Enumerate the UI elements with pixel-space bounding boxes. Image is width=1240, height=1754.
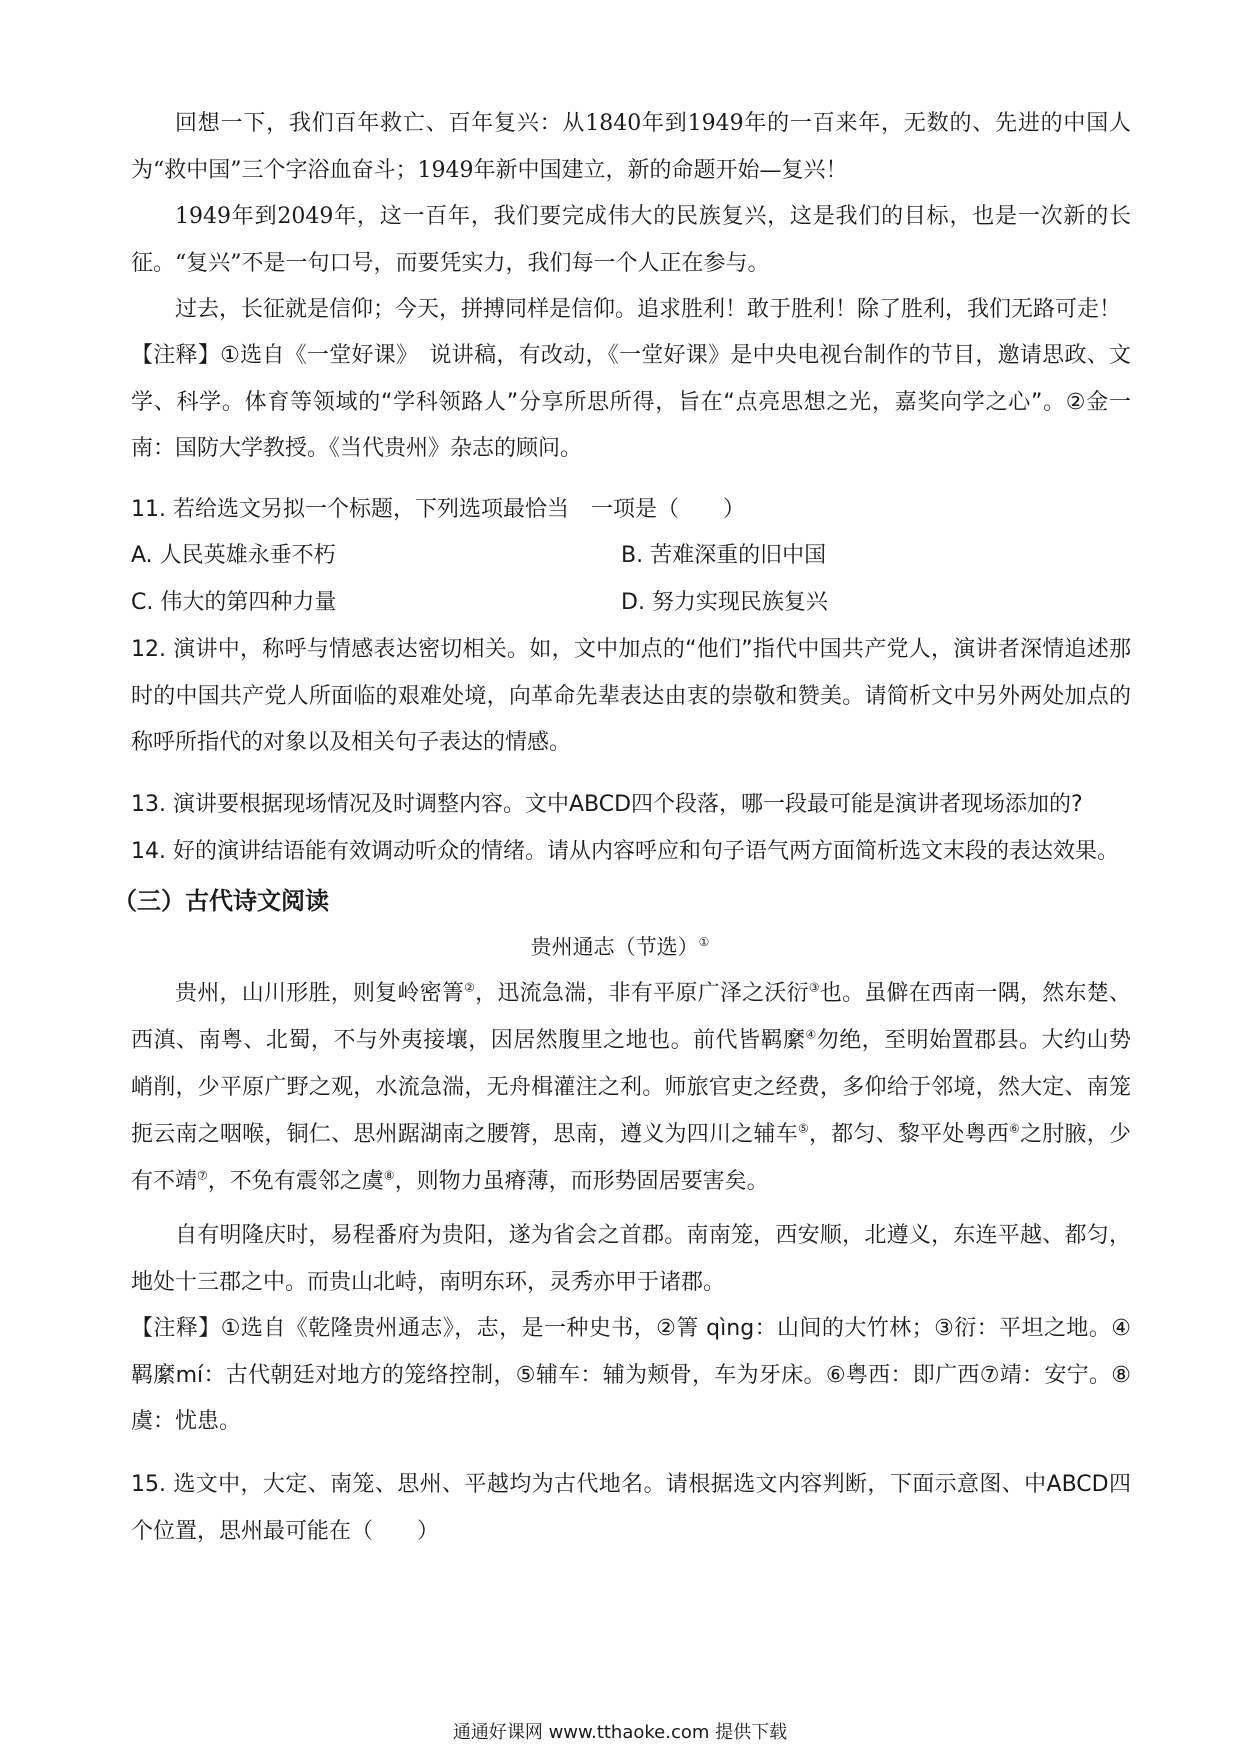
footnote-marker: ⑦ (197, 1168, 208, 1183)
section-heading: （三）古代诗文阅读 (113, 887, 329, 915)
footnote-marker: ④ (805, 1027, 817, 1042)
classical-text-title-text: 贵州通志（节选） (530, 935, 699, 959)
page-footer: 通通好课网 www.tthaoke.com 提供下载 (452, 1722, 788, 1743)
question-13: 13. 演讲要根据现场情况及时调整内容。文中ABCD四个段落，哪一段最可能是演讲者现场添加的? (131, 792, 1083, 817)
passage-paragraph-1: 回想一下，我们百年救亡、百年复兴：从1840年到1949年的一百来年，无数的、先进的中国人为“救中国”三个字浴血奋斗；1949年新中国建立，新的命题开始—复兴！ (131, 111, 1131, 183)
question-11-option-d: D. 努力实现民族复兴 (621, 590, 828, 615)
footnote-marker: ③ (808, 980, 820, 995)
footnote-marker: ② (464, 980, 476, 995)
question-12: 12. 演讲中，称呼与情感表达密切相关。如，文中加点的“他们”指代中国共产党人，演讲者深情追述那时的中国共产党人所面临的艰难处境，向革命先辈表达由衷的崇敬和赞美。请简析文中另外两处加点的称呼所指代的对象以及相关句子表达的情感。 (131, 637, 1131, 755)
title-footnote-marker: ① (698, 935, 710, 949)
question-14: 14. 好的演讲结语能有效调动听众的情绪。请从内容呼应和句子语气两方面简析选文末段的表达效果。 (131, 839, 1119, 864)
footnote-marker: ⑤ (797, 1121, 809, 1136)
question-11-option-b: B. 苦难深重的旧中国 (621, 543, 827, 568)
footnote-marker: ⑥ (1009, 1121, 1021, 1136)
question-11-option-c: C. 伟大的第四种力量 (131, 590, 337, 615)
footnote-marker: ⑧ (383, 1168, 395, 1183)
passage-paragraph-2: 1949年到2049年，这一百年，我们要完成伟大的民族复兴，这是我们的目标，也是一次新的长征。“复兴”不是一句口号，而要凭实力，我们每一个人正在参与。 (131, 204, 1131, 276)
passage-paragraph-3: 过去，长征就是信仰；今天，拼搏同样是信仰。追求胜利！敢于胜利！除了胜利，我们无路可走！ (175, 297, 1122, 322)
classical-note: 【注释】①选自《乾隆贵州通志》，志，是一种史书，②箐 qìng：山间的大竹林；③衍：平坦之地。④羁縻mí：古代朝廷对地方的笼络控制，⑤辅车：辅为颊骨，车为牙床。⑥粤西：即广西⑦靖：安宁。⑧虞：忧患。 (131, 1316, 1131, 1434)
passage-note: 【注释】①选自《一堂好课》 说讲稿，有改动，《一堂好课》是中央电视台制作的节目，邀请思政、文学、科学。体育等领域的“学科领路人”分享所思所得，旨在“点亮思想之光，嘉奖向学之心”。②金一南：国防大学教授。《当代贵州》杂志的顾问。 (131, 343, 1131, 461)
question-11: 11. 若给选文另拟一个标题，下列选项最恰当 一项是（ ） (131, 497, 745, 522)
classical-paragraph-2: 自有明隆庆时，易程番府为贵阳，遂为省会之首郡。南南笼，西安顺，北遵义，东连平越、都匀，地处十三郡之中。而贵山北峙，南明东环，灵秀亦甲于诸郡。 (131, 1223, 1131, 1295)
question-11-option-a: A. 人民英雄永垂不朽 (131, 543, 336, 568)
question-15: 15. 选文中，大定、南笼、思州、平越均为古代地名。请根据选文内容判断，下面示意图、中ABCD四个位置，思州最可能在（ ） (131, 1472, 1131, 1544)
classical-paragraph-1: 贵州，山川形胜，则复岭密箐②，迅流急湍，非有平原广泽之沃衍③也。虽僻在西南一隅，然东楚、西滇、南粤、北蜀，不与外夷接壤，因居然腹里之地也。前代皆羁縻④勿绝，至明始置郡县。大约山势峭削，少平原广野之观，水流急湍，无舟楫灌注之利。师旅官吏之经费，多仰给于邻境，然大定、南笼扼云南之咽喉，铜仁、思州踞湖南之腰膂，思南，遵义为四川之辅车⑤，都匀、黎平处粤西⑥之肘腋，少有不靖⑦，不免有震邻之虞⑧，则物力虽瘠薄，而形势固居要害矣。 (131, 980, 1131, 1194)
classical-text-title (0, 924, 1240, 970)
